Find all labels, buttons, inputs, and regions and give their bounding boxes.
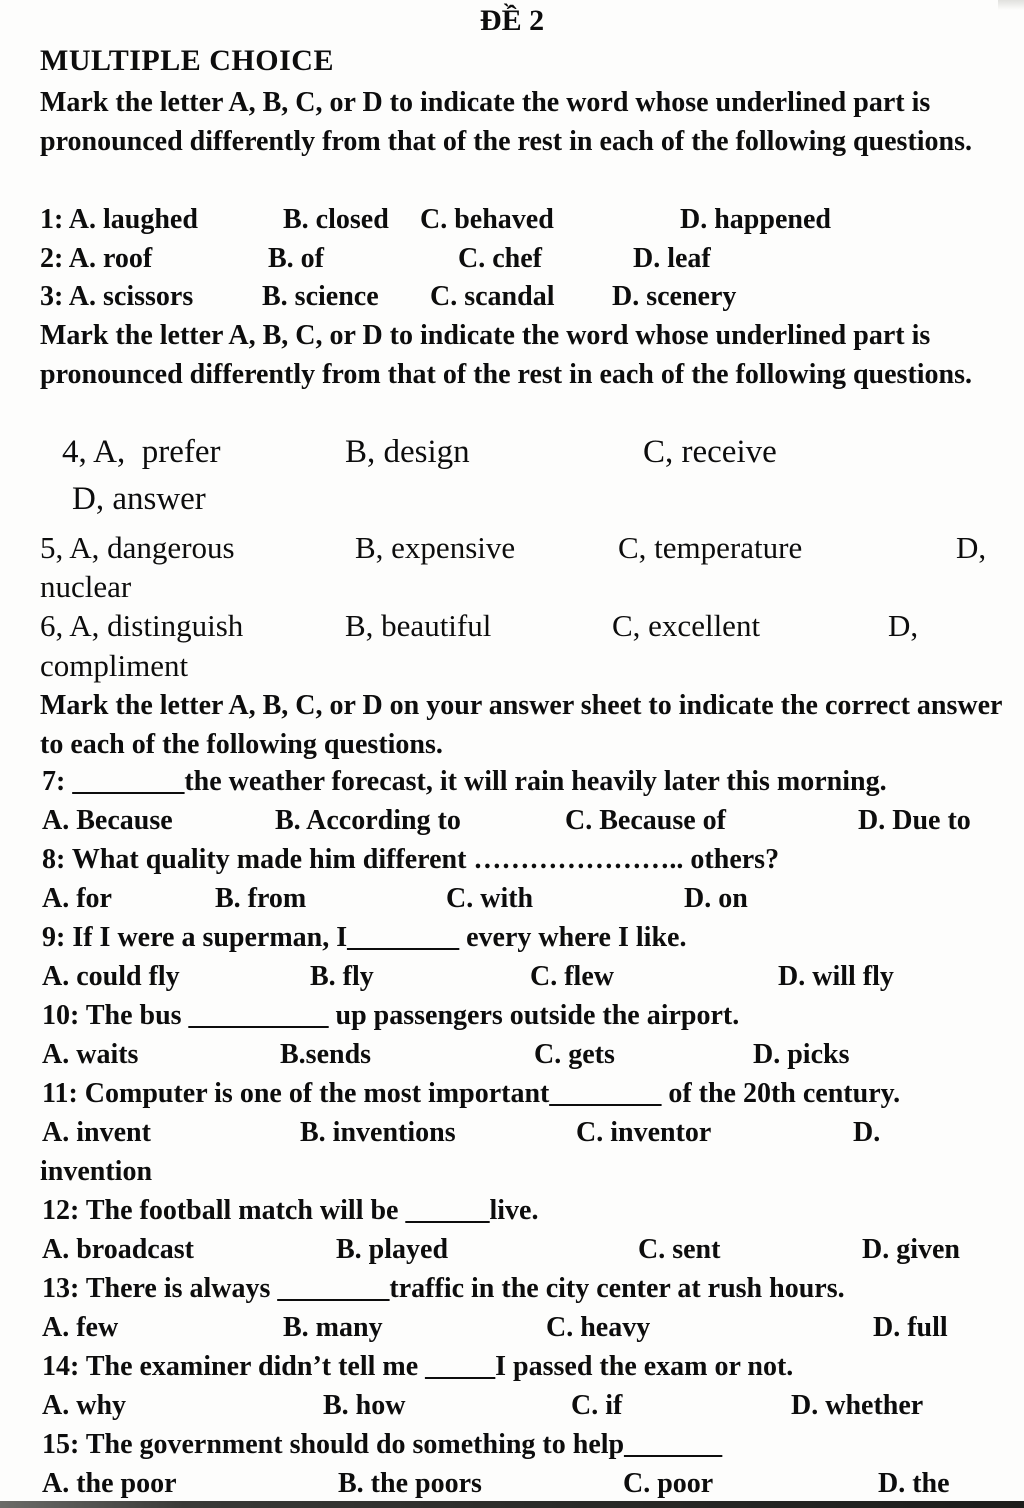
q2-option-b: B. of — [268, 243, 324, 274]
q13-stem: 13: There is always ________traffic in the city center at rush hours. — [42, 1273, 845, 1304]
question-14-stem-row — [0, 1348, 1024, 1388]
q11-option-d-word: invention — [40, 1156, 153, 1187]
question-1-row — [0, 201, 1024, 241]
question-7-options-row — [0, 802, 1024, 842]
q13-option-b: B. many — [283, 1312, 383, 1343]
question-10-stem-row — [0, 997, 1024, 1037]
question-13-stem-row — [0, 1270, 1024, 1310]
document-title: ĐỀ 2 — [479, 4, 545, 37]
q14-option-a: A. why — [42, 1390, 127, 1421]
q5-option-a: 5, A, dangerous — [40, 530, 235, 565]
q11-option-b: B. inventions — [300, 1117, 456, 1148]
q1-option-c: C. behaved — [420, 204, 554, 235]
question-12-stem-row — [0, 1192, 1024, 1232]
question-5-row — [0, 529, 1024, 569]
q15-option-a: A. the poor — [42, 1468, 177, 1499]
q6-option-a: 6, A, distinguish — [40, 608, 244, 643]
q3-option-c: C. scandal — [430, 281, 555, 312]
q13-option-a: A. few — [42, 1312, 119, 1343]
q6-option-d-word: compliment — [40, 648, 189, 683]
q11-stem: 11: Computer is one of the most important________ of the 20th century. — [42, 1078, 901, 1109]
q8-option-c: C. with — [446, 883, 534, 914]
q6-option-b: B, beautiful — [345, 608, 492, 643]
question-15-options-row — [0, 1465, 1024, 1505]
question-9-options-row — [0, 958, 1024, 998]
q11-option-c: C. inventor — [576, 1117, 712, 1148]
q12-option-c: C. sent — [638, 1234, 721, 1265]
q4-option-d: D, answer — [72, 481, 206, 517]
q10-stem: 10: The bus __________ up passengers outside the airport. — [42, 1000, 740, 1031]
q8-option-d: D. on — [684, 883, 748, 914]
q2-option-d: D. leaf — [633, 243, 711, 274]
question-14-options-row — [0, 1387, 1024, 1427]
q12-option-b: B. played — [336, 1234, 449, 1265]
question-6-row — [0, 607, 1024, 647]
q8-stem: 8: What quality made him different ………………….. others? — [42, 844, 780, 875]
q7-option-d: D. Due to — [858, 805, 971, 836]
q3-option-d: D. scenery — [612, 281, 737, 312]
q3-option-b: B. science — [262, 281, 379, 312]
question-11-options-row — [0, 1114, 1024, 1154]
q7-option-c: C. Because of — [565, 805, 726, 836]
question-8-stem-row — [0, 841, 1024, 881]
q14-option-d: D. whether — [791, 1390, 924, 1421]
q13-option-d: D. full — [873, 1312, 948, 1343]
question-8-options-row — [0, 880, 1024, 920]
q1-option-b: B. closed — [283, 204, 389, 235]
q14-stem: 14: The examiner didn’t tell me _____I passed the exam or not. — [42, 1351, 794, 1382]
q15-option-c: C. poor — [623, 1468, 714, 1499]
question-9-stem-row — [0, 919, 1024, 959]
question-11-stem-row — [0, 1075, 1024, 1115]
q1-option-a: 1: A. laughed — [40, 204, 198, 235]
q12-stem: 12: The football match will be ______live. — [42, 1195, 539, 1226]
q15-option-b: B. the poors — [338, 1468, 482, 1499]
q5-option-b: B, expensive — [355, 530, 516, 565]
q9-option-c: C. flew — [530, 961, 614, 992]
q9-option-d: D. will fly — [778, 961, 894, 992]
q10-option-d: D. picks — [753, 1039, 850, 1070]
question-11-row-overflow — [0, 1153, 1024, 1193]
q5-option-c: C, temperature — [618, 530, 803, 565]
question-3-row — [0, 278, 1024, 318]
q2-option-a: 2: A. roof — [40, 243, 153, 274]
q9-stem: 9: If I were a superman, I________ every where I like. — [42, 922, 687, 953]
q10-option-b: B.sends — [280, 1039, 372, 1070]
q7-stem: 7: ________the weather forecast, it will rain heavily later this morning. — [42, 766, 887, 797]
question-7-stem-row — [0, 763, 1024, 803]
q9-option-b: B. fly — [310, 961, 374, 992]
q9-option-a: A. could fly — [42, 961, 180, 992]
question-12-options-row — [0, 1231, 1024, 1271]
instruction-answer-sheet: Mark the letter A, B, C, or D on your answer sheet to indicate the correct answer to each of the following questions. — [40, 690, 1002, 760]
q6-option-c: C, excellent — [612, 608, 761, 643]
q10-option-a: A. waits — [42, 1039, 139, 1070]
question-10-options-row — [0, 1036, 1024, 1076]
q5-option-d-word: nuclear — [40, 569, 132, 604]
q15-stem: 15: The government should do something to help_______ — [42, 1429, 723, 1460]
question-4-row — [0, 433, 1024, 473]
photo-edge-artifact-bottom — [0, 1501, 1024, 1508]
question-5-row-overflow — [0, 568, 1024, 608]
question-4-row-overflow — [0, 480, 1024, 520]
q14-option-c: C. if — [571, 1390, 623, 1421]
q7-option-a: A. Because — [42, 805, 173, 836]
photo-edge-artifact-top — [998, 0, 1024, 10]
question-2-row — [0, 240, 1024, 280]
question-13-options-row — [0, 1309, 1024, 1349]
q2-option-c: C. chef — [458, 243, 542, 274]
instruction-pronunciation-2: Mark the letter A, B, C, or D to indicate the word whose underlined part is pronounced differently from that of the rest in each of the following questions. — [40, 320, 973, 390]
q13-option-c: C. heavy — [546, 1312, 651, 1343]
q5-option-d: D, — [956, 530, 987, 565]
question-6-row-overflow — [0, 647, 1024, 687]
q1-option-d: D. happened — [680, 204, 831, 235]
instruction-pronunciation-1: Mark the letter A, B, C, or D to indicate the word whose underlined part is pronounced differently from that of the rest in each of the following questions. — [40, 87, 973, 157]
question-15-stem-row — [0, 1426, 1024, 1466]
q4-option-b: B, design — [345, 434, 470, 470]
q3-option-a: 3: A. scissors — [40, 281, 194, 312]
q12-option-a: A. broadcast — [42, 1234, 194, 1265]
section-heading: MULTIPLE CHOICE — [40, 44, 334, 77]
q14-option-b: B. how — [323, 1390, 406, 1421]
q10-option-c: C. gets — [534, 1039, 615, 1070]
q4-option-a: 4, A, prefer — [62, 434, 221, 470]
q8-option-b: B. from — [215, 883, 307, 914]
q11-option-d: D. — [853, 1117, 881, 1148]
q8-option-a: A. for — [42, 883, 112, 914]
q12-option-d: D. given — [862, 1234, 960, 1265]
q7-option-b: B. According to — [275, 805, 461, 836]
q6-option-d: D, — [888, 608, 919, 643]
q15-option-d: D. the — [878, 1468, 950, 1499]
q11-option-a: A. invent — [42, 1117, 151, 1148]
q4-option-c: C, receive — [643, 434, 777, 470]
